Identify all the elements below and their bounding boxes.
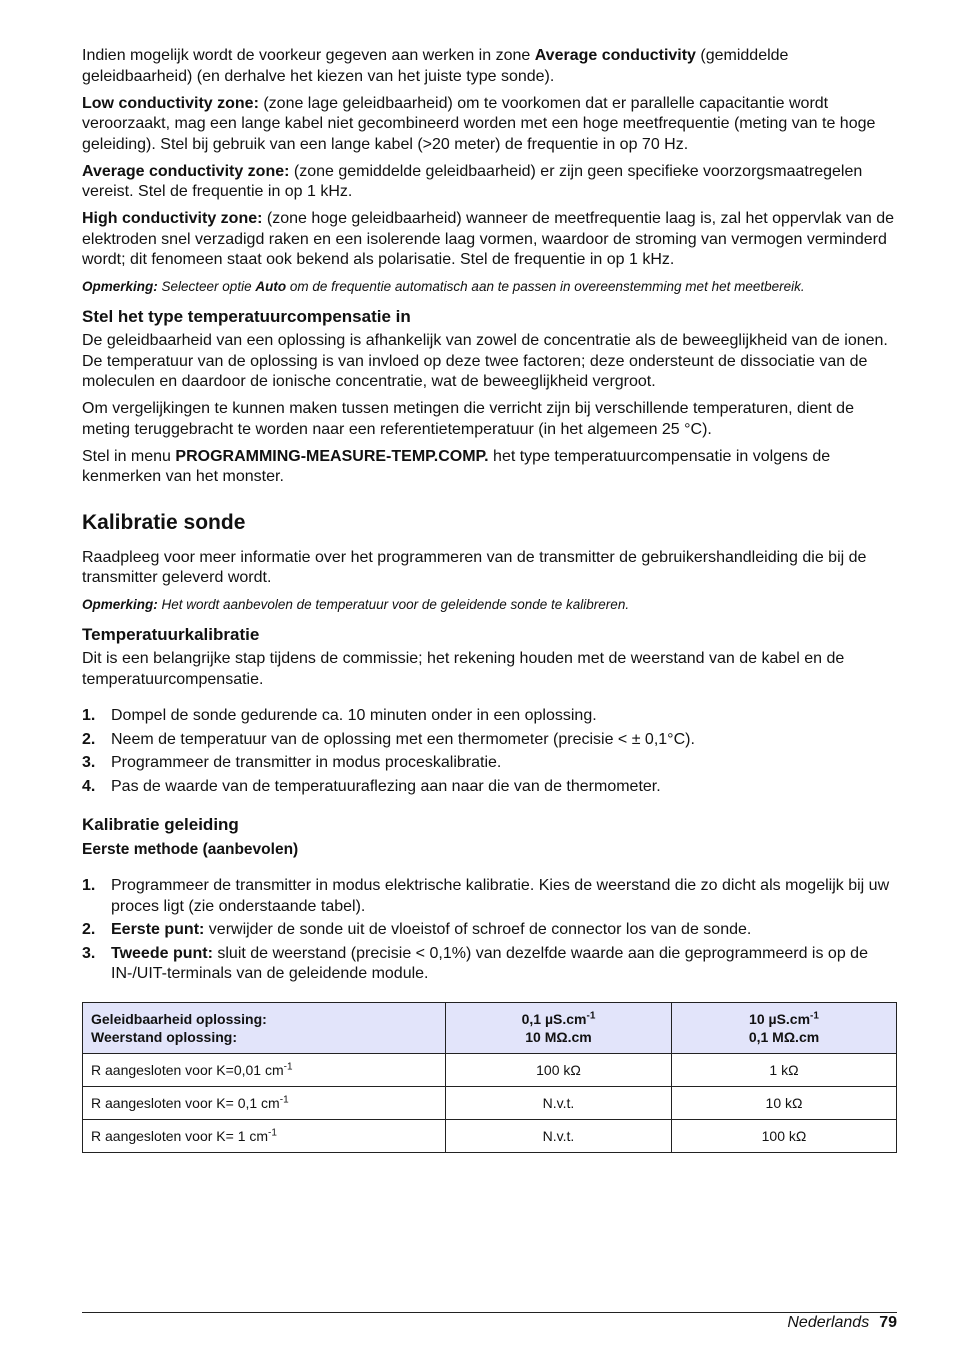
frequency-note: Opmerking: Selecteer optie Auto om de frequentie automatisch aan te passen in overeenstemming met het meetbereik.	[82, 279, 805, 294]
cond-cal-subheading: Eerste methode (aanbevolen)	[82, 841, 299, 858]
document-page	[82, 46, 897, 1153]
list-item: 2. Eerste punt: verwijder de sonde uit de vloeistof of schroef de connector los van de sonde.	[82, 921, 752, 938]
intro-paragraph: Indien mogelijk wordt de voorkeur gegeven aan werken in zone Average conductivity (gemiddelde geleidbaarheid) (en derhalve het kiezen van het juiste type sonde).	[82, 47, 789, 85]
temp-cal-steps	[82, 706, 897, 797]
list-item: 2. Neem de temperatuur van de oplossing met een thermometer (precisie < ± 0,1°C).	[82, 730, 695, 748]
temp-cal-heading: Temperatuurkalibratie	[82, 625, 260, 644]
table-header-cell: Geleidbaarheid oplossing: Weerstand oplossing:	[83, 1002, 446, 1053]
table-header-cell: 10 $\mu S.cm^{-1}$ 0,1 MΩ.cm	[672, 1002, 897, 1053]
table-cell: 100 kΩ	[446, 1053, 672, 1086]
temp-comp-heading: Stel het type temperatuurcompensatie in	[82, 307, 411, 326]
calibration-paragraph: Raadpleeg voor meer informatie over het programmeren van de transmitter de gebruikershandleiding die bij de transmitter geleverd wordt.	[82, 548, 867, 586]
list-item: 1. Programmeer de transmitter in modus elektrische kalibratie. Kies de weerstand die zo dicht als mogelijk bij uw proces ligt (zie onderstaande tabel).	[82, 877, 890, 915]
table-cell: 10 kΩ	[672, 1086, 897, 1119]
list-item: 4. Pas de waarde van de temperatuuraflezing aan naar die van de thermometer.	[82, 777, 661, 795]
table-cell: 1 kΩ	[672, 1053, 897, 1086]
table-cell: R aangesloten voor K= 0,1 $cm^{-1}$	[83, 1086, 446, 1119]
table-header-cell: 0,1 $\mu S.cm^{-1}$ 10 MΩ.cm	[446, 1002, 672, 1053]
page-footer	[787, 1313, 897, 1333]
table-cell: R aangesloten voor K= 1 $cm^{-1}$	[83, 1119, 446, 1152]
temp-cal-paragraph: Dit is een belangrijke stap tijdens de commissie; het rekening houden met de weerstand van de kabel en de temperatuurcompensatie.	[82, 650, 845, 688]
temp-comp-paragraph-2: Om vergelijkingen te kunnen maken tussen metingen die verricht zijn bij verschillende temperaturen, dient de meting teruggebracht te worden naar een referentietemperatuur (in het algemeen 25 °C).	[82, 400, 854, 438]
high-conductivity-paragraph: High conductivity zone: (zone hoge geleidbaarheid) wanneer de meetfrequentie laag is, zal het oppervlak van de elektroden snel verzadigd raken en een isolerende laag vormen, waardoor de stroming van vermogen verminderd wordt; dit fenomeen staat ook bekend als polarisatie. Stel de frequentie in op 1 kHz.	[82, 210, 894, 268]
table-cell: 100 kΩ	[672, 1119, 897, 1152]
table-header-row	[83, 1002, 897, 1053]
cond-cal-heading: Kalibratie geleiding	[82, 815, 239, 834]
table-cell: N.v.t.	[446, 1119, 672, 1152]
table-cell: R aangesloten voor K=0,01 $cm^{-1}$	[83, 1053, 446, 1086]
footer-language: Nederlands	[787, 1314, 870, 1331]
low-conductivity-paragraph: Low conductivity zone: (zone lage geleidbaarheid) om te voorkomen dat er parallelle capacitantie wordt veroorzaakt, mag een lange kabel niet gecombineerd worden met een hoge meetfrequentie (meting van te hoge geleiding). Stel bij gebruik van een lange kabel (>20 meter) de frequentie in op 70 Hz.	[82, 94, 876, 153]
table-cell: N.v.t.	[446, 1086, 672, 1119]
footer-divider	[82, 1312, 897, 1313]
list-item: 1. Dompel de sonde gedurende ca. 10 minuten onder in een oplossing.	[82, 707, 597, 724]
table-row	[83, 1086, 897, 1119]
list-item: 3. Programmeer de transmitter in modus proceskalibratie.	[82, 754, 502, 771]
cond-cal-steps	[82, 876, 897, 985]
table-row	[83, 1053, 897, 1086]
average-conductivity-paragraph: Average conductivity zone: (zone gemiddelde geleidbaarheid) er zijn geen specifieke voorzorgsmaatregelen vereist. Stel de frequentie in op 1 kHz.	[82, 162, 863, 200]
temp-comp-paragraph-1: De geleidbaarheid van een oplossing is afhankelijk van zowel de concentratie als de beweeglijkheid van de ionen. De temperatuur van de oplossing is van invloed op deze twee factoren; deze ondersteunt de dissociatie van de moleculen en daardoor de ionische concentratie, wat de beweeglijkheid vergroot.	[82, 332, 888, 390]
table-row	[83, 1119, 897, 1152]
temp-comp-paragraph-3: Stel in menu PROGRAMMING-MEASURE-TEMP.COMP. het type temperatuurcompensatie in volgens de kenmerken van het monster.	[82, 447, 831, 485]
list-item: 3. Tweede punt: sluit de weerstand (precisie < 0,1%) van dezelfde waarde aan die geprogrammeerd is op de IN-/UIT-terminals van de geleidende module.	[82, 944, 868, 982]
resistance-table	[82, 1002, 897, 1153]
calibration-heading: Kalibratie sonde	[82, 510, 246, 534]
calibration-note: Opmerking: Het wordt aanbevolen de temperatuur voor de geleidende sonde te kalibreren.	[82, 597, 630, 612]
page-number: 79	[879, 1314, 897, 1331]
